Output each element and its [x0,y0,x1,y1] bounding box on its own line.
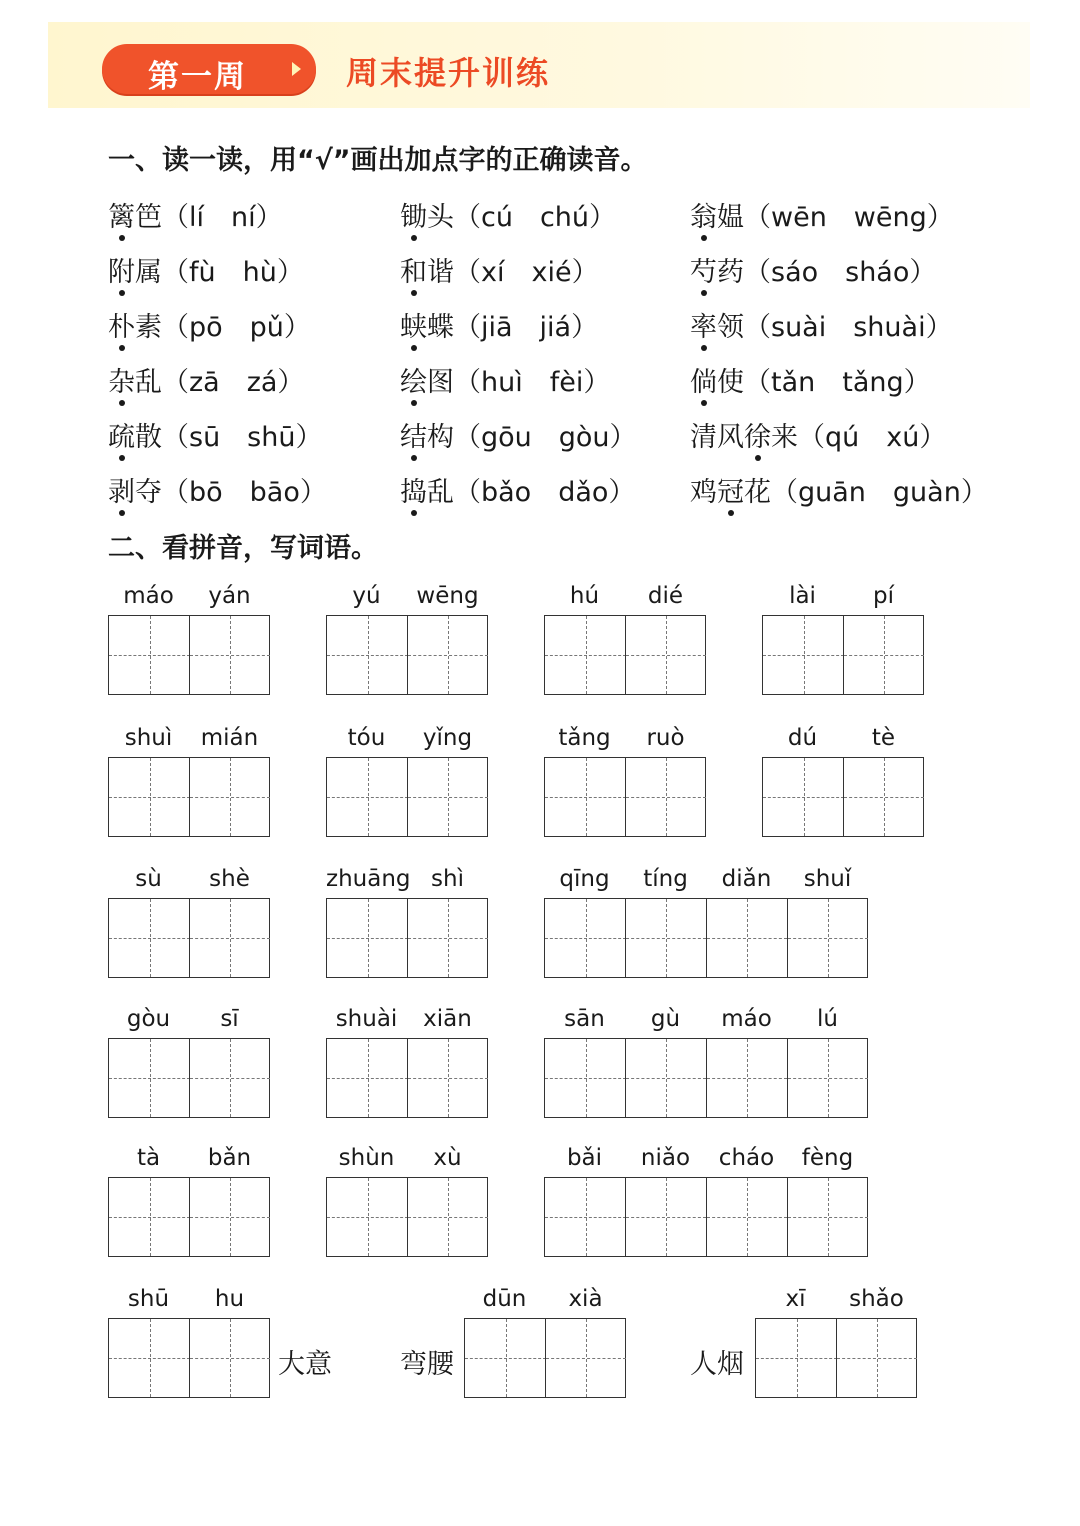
pinyin-label: sān [564,1006,605,1032]
reading-item-options[interactable]: 媪（wēn wēng） [717,202,954,233]
dotted-character: 剥 [108,470,135,509]
writing-group [544,1006,868,1118]
reading-item-options[interactable]: 药（sáo sháo） [717,257,937,288]
pinyin-label: diǎn [721,866,772,892]
writing-group [108,725,270,837]
writing-box[interactable] [108,757,270,837]
pinyin-label: máo [721,1006,772,1032]
character-cell[interactable] [189,616,270,694]
writing-group [762,583,924,695]
reading-item [108,195,283,234]
writing-box[interactable] [326,1177,488,1257]
writing-group [326,1145,488,1257]
reading-item-options[interactable]: 夺（bō bāo） [135,477,327,508]
pinyin-label: tóu [347,725,386,751]
pinyin-label: bǎn [207,1145,252,1171]
character-cell[interactable] [109,899,190,977]
dotted-character: 捣 [400,470,427,509]
character-cell[interactable] [836,1319,917,1397]
pinyin-label: shuǐ [803,866,852,892]
character-cell[interactable] [407,616,488,694]
pinyin-label: tè [871,725,896,751]
cell-guide-horizontal [408,655,488,656]
cell-guide-horizontal [788,938,868,939]
cell-guide-horizontal [545,1078,626,1079]
reading-item-options[interactable]: 乱（bǎo dǎo） [427,477,636,508]
cell-guide-horizontal [327,1217,408,1218]
writing-box[interactable] [762,757,924,837]
reading-item-options[interactable]: 头（cú chú） [427,202,617,233]
pinyin-label: máo [123,583,174,609]
character-cell[interactable] [407,899,488,977]
character-cell[interactable] [465,1319,546,1397]
cell-guide-horizontal [109,655,190,656]
character-cell[interactable] [756,1319,837,1397]
reading-item-options[interactable]: 领（suài shuài） [717,312,953,343]
pinyin-label: bǎi [566,1145,603,1171]
reading-item-options[interactable]: 使（tǎn tǎng） [717,367,931,398]
reading-item-options[interactable]: 乱（zā zá） [135,367,305,398]
reading-item [108,305,311,344]
writing-box[interactable] [755,1318,917,1398]
reading-item-options[interactable]: 素（pō pǔ） [135,312,311,343]
cell-guide-horizontal [545,655,626,656]
character-cell[interactable] [109,616,190,694]
cell-guide-horizontal [190,1217,270,1218]
cell-guide-horizontal [190,1358,270,1359]
character-cell[interactable] [787,899,868,977]
reading-item-options[interactable]: 谐（xí xié） [427,257,599,288]
reading-item-options[interactable]: 构（gōu gòu） [427,422,637,453]
character-cell[interactable] [625,616,706,694]
week-label: 第一周 [148,59,247,95]
writing-box[interactable] [544,757,706,837]
pinyin-label: xiān [423,1006,472,1032]
reading-item [690,470,988,509]
writing-box[interactable] [326,757,488,837]
cell-guide-horizontal [756,1358,837,1359]
cell-guide-horizontal [190,938,270,939]
writing-group [762,725,924,837]
pinyin-label: lú [817,1006,838,1032]
character-cell[interactable] [763,758,844,836]
reading-item [690,305,953,344]
writing-box[interactable] [544,898,868,978]
cell-guide-horizontal [546,1358,626,1359]
reading-item [690,360,931,399]
pinyin-label: gù [650,1006,681,1032]
reading-item-options[interactable]: 笆（lí ní） [135,202,283,233]
writing-group [108,1286,270,1398]
writing-box[interactable] [108,898,270,978]
cell-guide-horizontal [327,655,408,656]
week-badge [102,44,316,94]
writing-box[interactable] [544,615,706,695]
reading-item [400,415,637,454]
page-title: 周末提升训练 [346,54,551,92]
character-cell[interactable] [109,758,190,836]
cell-guide-horizontal [626,1217,706,1218]
character-cell[interactable] [109,1178,190,1256]
cell-guide-horizontal [763,655,844,656]
writing-group [326,1006,488,1118]
character-cell[interactable] [625,1178,706,1256]
dotted-character: 倘 [690,360,717,399]
pinyin-label: shū [127,1286,170,1312]
cell-guide-horizontal [408,938,488,939]
pinyin-label: ruò [646,725,685,751]
pinyin-label: dūn [482,1286,527,1312]
writing-group [326,583,488,695]
character-cell[interactable] [189,899,270,977]
character-cell[interactable] [189,1319,270,1397]
pinyin-label: yán [208,583,251,609]
reading-item [690,195,954,234]
cell-guide-horizontal [626,1078,706,1079]
pinyin-label: hu [214,1286,245,1312]
dotted-character: 附 [108,250,135,289]
character-cell[interactable] [763,616,844,694]
cell-guide-horizontal [763,797,844,798]
pinyin-label: shè [209,866,250,892]
cell-guide-horizontal [707,1078,787,1079]
pinyin-label: lài [789,583,816,609]
reading-item [400,250,599,289]
section2-title: 二、看拼音，写词语。 [108,533,378,564]
reading-item [400,470,635,509]
cell-guide-horizontal [707,1217,787,1218]
writing-group [108,1006,270,1118]
cell-guide-horizontal [109,1078,190,1079]
cell-guide-horizontal [545,938,626,939]
pinyin-label: fèng [801,1145,854,1171]
word-suffix-text: 大意 [278,1349,332,1380]
pinyin-label: sī [220,1006,239,1032]
character-cell[interactable] [706,1178,787,1256]
cell-guide-horizontal [545,797,626,798]
cell-guide-horizontal [626,797,706,798]
character-cell[interactable] [625,1039,706,1117]
dotted-character: 芍 [690,250,717,289]
writing-group [326,725,488,837]
pinyin-label: shì [431,866,464,892]
dotted-character: 结 [400,415,427,454]
character-cell[interactable] [189,1178,270,1256]
character-cell[interactable] [625,899,706,977]
reading-item [108,360,304,399]
cell-guide-horizontal [837,1358,917,1359]
writing-group [544,725,706,837]
pinyin-label: shuài [335,1006,398,1032]
pinyin-label: qīng [559,866,610,892]
pinyin-label: cháo [718,1145,775,1171]
reading-item-options[interactable]: 花（guān guàn） [744,477,988,508]
writing-group [464,1286,626,1398]
pinyin-label: tà [136,1145,161,1171]
character-cell[interactable] [327,1039,408,1117]
pinyin-label: shùn [338,1145,395,1171]
pinyin-label: sù [135,866,162,892]
writing-group [108,583,270,695]
writing-group [108,866,270,978]
cell-guide-horizontal [626,938,706,939]
character-cell[interactable] [545,758,626,836]
cell-guide-horizontal [408,797,488,798]
cell-guide-horizontal [408,1217,488,1218]
writing-box[interactable] [108,1038,270,1118]
reading-item [400,195,616,234]
character-cell[interactable] [706,1039,787,1117]
character-cell[interactable] [545,1039,626,1117]
pinyin-label: wēng [416,583,479,609]
character-cell[interactable] [545,1178,626,1256]
character-cell[interactable] [109,1039,190,1117]
cell-guide-horizontal [190,1078,270,1079]
word-prefix-text: 人烟 [690,1349,744,1380]
character-cell[interactable] [189,1039,270,1117]
reading-item [690,250,936,289]
cell-guide-horizontal [109,1358,190,1359]
character-cell[interactable] [843,758,924,836]
character-cell[interactable] [189,758,270,836]
dotted-character: 蛱 [400,305,427,344]
writing-box[interactable] [108,1177,270,1257]
arrow-right-icon [292,62,301,76]
writing-box[interactable] [544,1177,868,1257]
pinyin-label: yú [352,583,381,609]
pinyin-label: dú [787,725,818,751]
cell-guide-horizontal [327,797,408,798]
character-cell[interactable] [843,616,924,694]
character-cell[interactable] [787,1178,868,1256]
dotted-character: 率 [690,305,717,344]
cell-guide-horizontal [707,938,787,939]
writing-box[interactable] [108,615,270,695]
pinyin-label: shuì [124,725,173,751]
character-cell[interactable] [545,1319,626,1397]
character-cell[interactable] [327,1178,408,1256]
cell-guide-horizontal [545,1217,626,1218]
dotted-character: 冠 [717,470,744,509]
cell-guide-horizontal [844,655,924,656]
dotted-character: 和 [400,250,427,289]
dotted-character: 篱 [108,195,135,234]
cell-guide-horizontal [788,1078,868,1079]
section1-title: 一、读一读，用“√”画出加点字的正确读音。 [108,145,648,176]
writing-box[interactable] [326,615,488,695]
pinyin-label: tíng [643,866,688,892]
reading-item-options[interactable]: 来（qú xú） [771,422,947,453]
pinyin-label: xù [433,1145,462,1171]
reading-item-options[interactable]: 图（huì fèi） [427,367,611,398]
cell-guide-horizontal [190,797,270,798]
pinyin-label: xià [568,1286,603,1312]
reading-item [108,470,327,509]
character-cell[interactable] [407,758,488,836]
writing-group [544,866,868,978]
reading-item [400,360,610,399]
pinyin-label: hú [569,583,600,609]
character-cell[interactable] [109,1319,190,1397]
cell-guide-horizontal [109,797,190,798]
writing-box[interactable] [326,898,488,978]
word-prefix-text: 弯腰 [400,1349,454,1380]
dotted-character: 疏 [108,415,135,454]
pinyin-label: tǎng [558,725,611,751]
character-cell[interactable] [327,758,408,836]
cell-guide-horizontal [190,655,270,656]
writing-group [755,1286,917,1398]
reading-item-options[interactable]: 散（sū shū） [135,422,323,453]
pinyin-label: pí [873,583,894,609]
character-cell[interactable] [545,616,626,694]
reading-item [690,415,946,454]
pinyin-label: zhuāng [326,866,411,892]
writing-group [326,866,488,978]
character-cell[interactable] [327,899,408,977]
character-cell[interactable] [545,899,626,977]
cell-guide-horizontal [109,1217,190,1218]
writing-group [108,1145,270,1257]
writing-box[interactable] [464,1318,626,1398]
cell-guide-horizontal [109,938,190,939]
cell-guide-horizontal [327,1078,408,1079]
writing-box[interactable] [544,1038,868,1118]
character-cell[interactable] [407,1039,488,1117]
cell-guide-horizontal [844,797,924,798]
cell-guide-horizontal [788,1217,868,1218]
dotted-character: 朴 [108,305,135,344]
reading-item-options[interactable]: 蝶（jiā jiá） [427,312,599,343]
pinyin-label: mián [200,725,259,751]
writing-box[interactable] [108,1318,270,1398]
pinyin-label: yǐng [422,725,473,751]
dotted-character: 翁 [690,195,717,234]
reading-item [400,305,598,344]
pinyin-label: shǎo [849,1286,904,1312]
character-cell[interactable] [706,899,787,977]
reading-item [108,415,322,454]
dotted-character: 徐 [744,415,771,454]
dotted-character: 杂 [108,360,135,399]
cell-guide-horizontal [408,1078,488,1079]
cell-guide-horizontal [327,938,408,939]
reading-item-prefix: 鸡 [690,477,717,508]
writing-box[interactable] [762,615,924,695]
reading-item [108,250,304,289]
dotted-character: 绘 [400,360,427,399]
cell-guide-horizontal [465,1358,546,1359]
character-cell[interactable] [407,1178,488,1256]
pinyin-label: gòu [126,1006,171,1032]
reading-item-prefix: 清风 [690,422,744,453]
character-cell[interactable] [327,616,408,694]
dotted-character: 锄 [400,195,427,234]
pinyin-label: niǎo [640,1145,691,1171]
character-cell[interactable] [787,1039,868,1117]
writing-group [544,1145,868,1257]
cell-guide-horizontal [626,655,706,656]
writing-group [544,583,706,695]
character-cell[interactable] [625,758,706,836]
reading-item-options[interactable]: 属（fù hù） [135,257,304,288]
pinyin-label: xī [785,1286,806,1312]
writing-box[interactable] [326,1038,488,1118]
pinyin-label: dié [647,583,684,609]
